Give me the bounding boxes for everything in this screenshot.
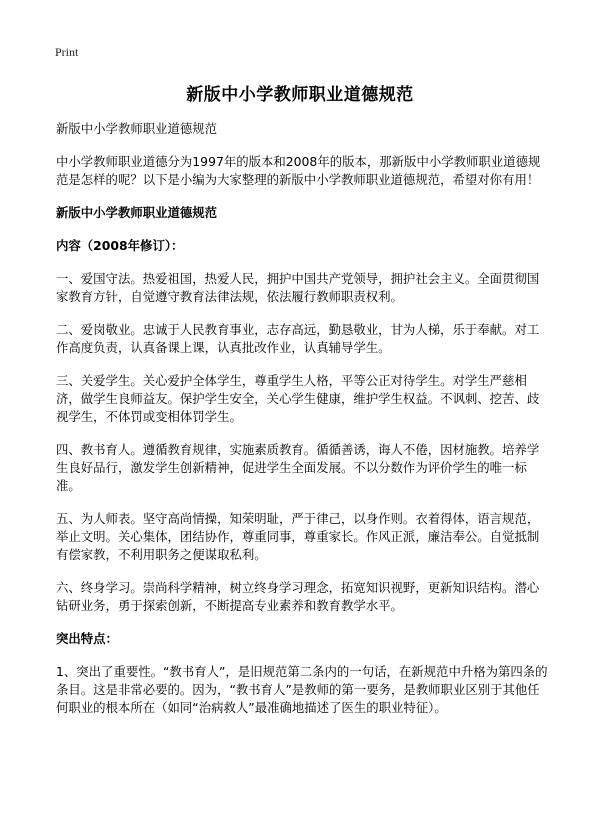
- code-item-4: 四、教书育人。遵循教育规律，实施素质教育。循循善诱，诲人不倦，因材施教。培养学生良好品行，激发学生创新精神，促进学生全面发展。不以分数作为评价学生的唯一标准。: [56, 442, 540, 493]
- feature-item-1: 1、突出了重要性。“教书育人”，是旧规范第二条内的一句话，在新规范中升格为第四条的条目。这是非常必要的。因为，“教书育人”是教师的第一要务，是教师职业区别于其他任何职业的根本所在（如同“治病救人”最准确地描述了医生的职业特征）。: [56, 664, 548, 715]
- features-heading: 突出特点：: [56, 631, 118, 646]
- section-heading: 新版中小学教师职业道德规范: [56, 205, 218, 220]
- code-item-5: 五、为人师表。坚守高尚情操，知荣明耻，严于律己，以身作则。衣着得体，语言规范，举止文明。关心集体，团结协作，尊重同事，尊重家长。作风正派，廉洁奉公。自觉抵制有偿家教，不利用职务之便谋取私利。: [56, 511, 540, 562]
- article-body: [56, 120, 548, 717]
- print-link[interactable]: Print: [55, 45, 79, 59]
- code-item-2: 二、爱岗敬业。忠诚于人民教育事业，志存高远，勤恳敬业，甘为人梯，乐于奉献。对工作高度负责，认真备课上课，认真批改作业，认真辅导学生。: [56, 322, 540, 355]
- code-item-1: 一、爱国守法。热爱祖国，热爱人民，拥护中国共产党领导，拥护社会主义。全面贯彻国家教育方针，自觉遵守教育法律法规，依法履行教师职责权利。: [56, 271, 540, 304]
- page-title: 新版中小学教师职业道德规范: [186, 85, 414, 105]
- intro-paragraph: 中小学教师职业道德分为1997年的版本和2008年的版本，那新版中小学教师职业道德规范是怎样的呢？以下是小编为大家整理的新版中小学教师职业道德规范，希望对你有用！: [56, 154, 541, 187]
- article-subtitle: 新版中小学教师职业道德规范: [56, 121, 218, 136]
- code-item-3: 三、关爱学生。关心爱护全体学生，尊重学生人格，平等公正对待学生。对学生严慈相济，做学生良师益友。保护学生安全，关心学生健康，维护学生权益。不讽刺、挖苦、歧视学生，不体罚或变相体罚学生。: [56, 373, 540, 424]
- content-heading: 内容（2008年修订）：: [56, 238, 184, 253]
- code-item-6: 六、终身学习。崇尚科学精神，树立终身学习理念，拓宽知识视野，更新知识结构。潜心钻研业务，勇于探索创新，不断提高专业素养和教育教学水平。: [56, 580, 540, 613]
